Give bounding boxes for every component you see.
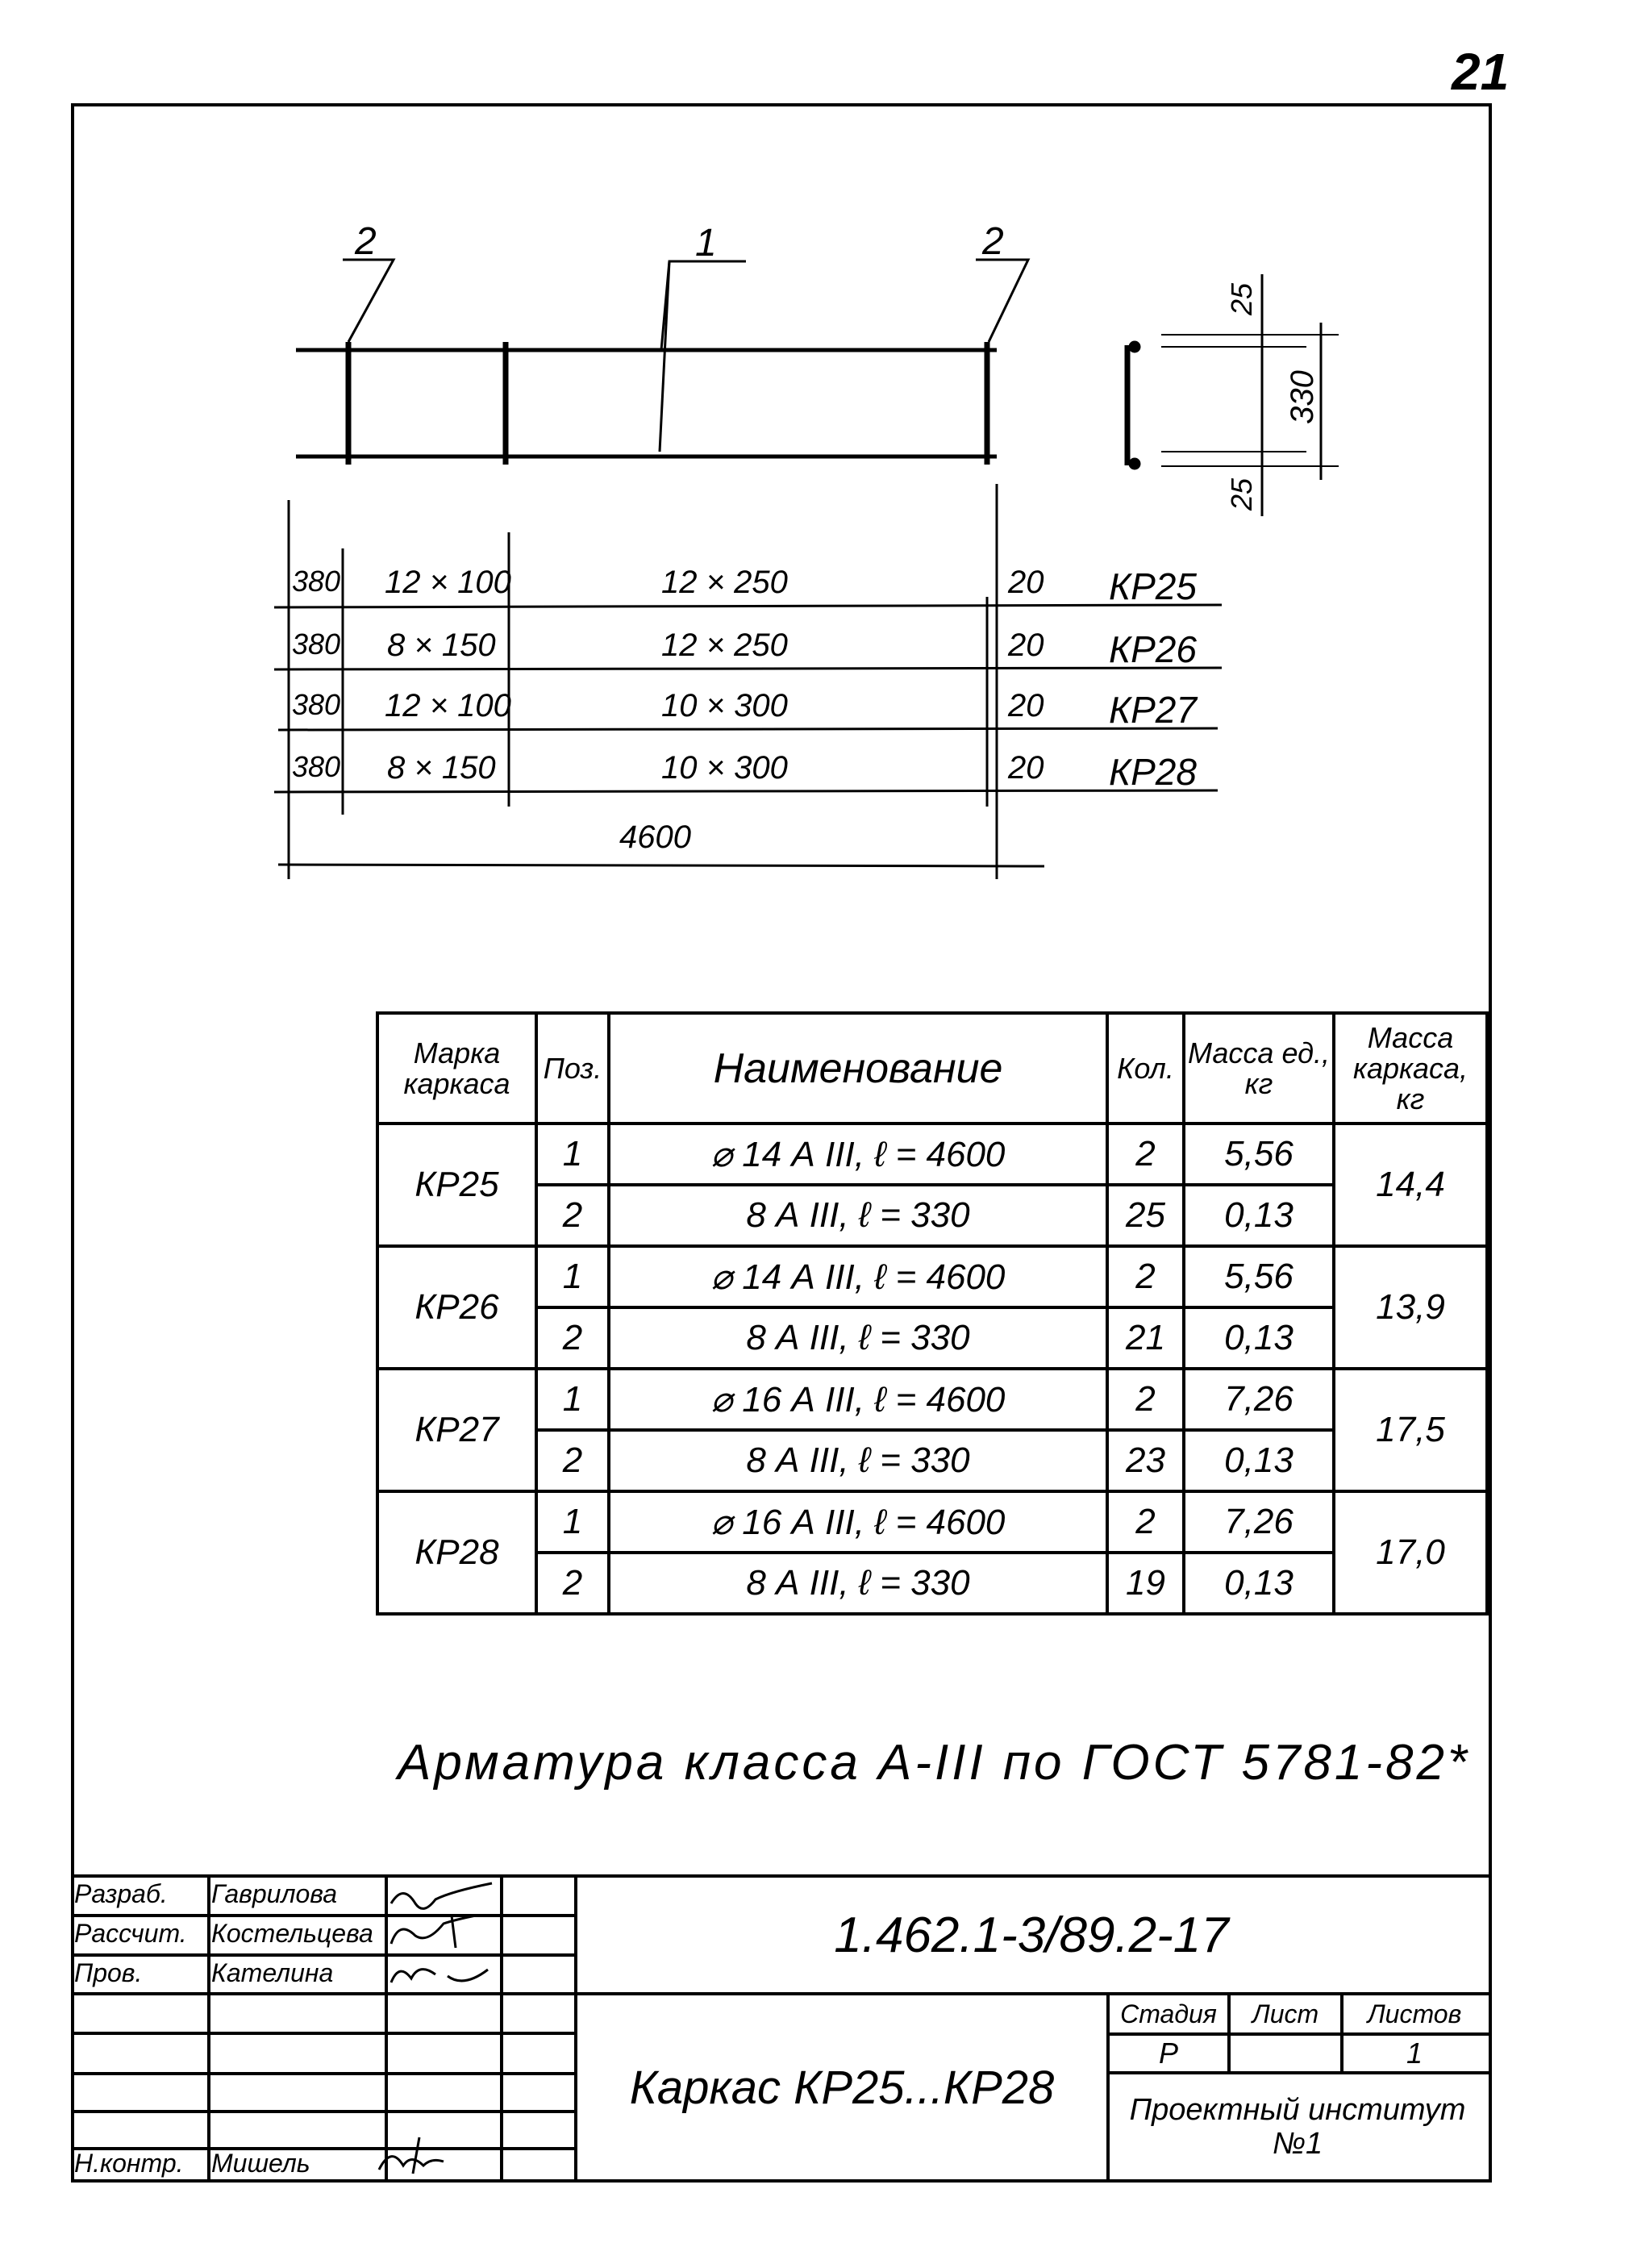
total-mass-cell: 17,5 [1334, 1369, 1487, 1491]
dim-end-right: 20 [1008, 565, 1044, 600]
unit-mass-cell: 0,13 [1184, 1185, 1334, 1246]
cage-mark-cell: КР28 [377, 1491, 536, 1614]
name-cell: ⌀ 16 А III, ℓ = 4600 [609, 1369, 1107, 1430]
page-number: 21 [1452, 43, 1510, 101]
unit-mass-cell: 0,13 [1184, 1430, 1334, 1491]
name-cell: ⌀ 14 А III, ℓ = 4600 [609, 1246, 1107, 1307]
unit-mass-cell: 7,26 [1184, 1491, 1334, 1553]
position-cell: 2 [536, 1553, 609, 1614]
dim-end-right: 20 [1008, 750, 1044, 786]
unit-mass-cell: 0,13 [1184, 1307, 1334, 1369]
staff-name: Гаврилова [211, 1879, 338, 1908]
dim-segment-2: 10 × 300 [661, 688, 788, 723]
dim-segment-1: 8 × 150 [387, 627, 496, 663]
cage-mark-label: КР25 [1109, 565, 1197, 607]
unit-mass-cell: 5,56 [1184, 1124, 1334, 1185]
dim-end-right: 20 [1008, 627, 1044, 663]
quantity-cell: 19 [1107, 1553, 1184, 1614]
drawing-title: Каркас КР25...КР28 [629, 2061, 1055, 2114]
name-cell: ⌀ 16 А III, ℓ = 4600 [609, 1491, 1107, 1553]
unit-mass-cell: 5,56 [1184, 1246, 1334, 1307]
staff-role: Н.контр. [74, 2148, 184, 2178]
quantity-cell: 21 [1107, 1307, 1184, 1369]
header-name: Наименование [609, 1013, 1107, 1124]
dim-segment-2: 12 × 250 [661, 627, 788, 663]
cage-mark-label: КР27 [1109, 689, 1197, 731]
name-cell: 8 А III, ℓ = 330 [609, 1430, 1107, 1491]
quantity-cell: 2 [1107, 1124, 1184, 1185]
position-cell: 2 [536, 1307, 609, 1369]
organization-name: Проектный институт №1 [1129, 2093, 1466, 2161]
dim-segment-1: 8 × 150 [387, 750, 496, 786]
callout-2-right: 2 [982, 220, 1004, 263]
quantity-cell: 2 [1107, 1246, 1184, 1307]
dim-end-left: 380 [292, 750, 341, 783]
staff-role: Рассчит. [74, 1919, 187, 1948]
total-mass-cell: 17,0 [1334, 1491, 1487, 1614]
sheet-label: Лист [1252, 1999, 1319, 2028]
staff-role: Пров. [74, 1957, 143, 1987]
reinforcement-note: Арматура класса А-III по ГОСТ 5781-82* [398, 1735, 1471, 1791]
position-cell: 2 [536, 1185, 609, 1246]
header-pos: Поз. [536, 1013, 609, 1124]
name-cell: ⌀ 14 А III, ℓ = 4600 [609, 1124, 1107, 1185]
position-cell: 1 [536, 1369, 609, 1430]
dim-segment-2: 10 × 300 [661, 750, 788, 786]
dim-end-left: 380 [292, 565, 341, 598]
cage-mark-label: КР26 [1109, 628, 1197, 670]
position-cell: 1 [536, 1491, 609, 1553]
header-mark: Марка каркаса [377, 1013, 536, 1124]
name-cell: 8 А III, ℓ = 330 [609, 1185, 1107, 1246]
name-cell: 8 А III, ℓ = 330 [609, 1307, 1107, 1369]
name-cell: 8 А III, ℓ = 330 [609, 1553, 1107, 1614]
dim-end-left: 380 [292, 688, 341, 721]
position-cell: 1 [536, 1124, 609, 1185]
position-cell: 1 [536, 1246, 609, 1307]
sheets-value: 1 [1406, 2037, 1423, 2070]
dim-end-left: 380 [292, 627, 341, 661]
dim-segment-1: 12 × 100 [385, 688, 511, 723]
callout-2-left: 2 [355, 220, 377, 263]
stage-value: Р [1158, 2037, 1178, 2070]
quantity-cell: 2 [1107, 1491, 1184, 1553]
section-dim-bottom: 25 [1225, 477, 1259, 511]
header-unit-mass: Масса ед., кг [1184, 1013, 1334, 1124]
cage-mark-label: КР28 [1109, 751, 1197, 793]
dim-segment-2: 12 × 250 [661, 565, 788, 600]
section-dim-top: 25 [1225, 282, 1259, 316]
unit-mass-cell: 7,26 [1184, 1369, 1334, 1430]
total-mass-cell: 13,9 [1334, 1246, 1487, 1369]
cage-mark-cell: КР25 [377, 1124, 536, 1246]
total-mass-cell: 14,4 [1334, 1124, 1487, 1246]
quantity-cell: 25 [1107, 1185, 1184, 1246]
header-total-mass: Масса каркаса, кг [1334, 1013, 1487, 1124]
quantity-cell: 2 [1107, 1369, 1184, 1430]
sheets-label: Листов [1367, 1999, 1462, 2028]
total-length-dim: 4600 [619, 819, 691, 855]
staff-name: Кателина [211, 1957, 334, 1987]
dim-end-right: 20 [1008, 688, 1044, 723]
callout-1: 1 [695, 222, 717, 265]
unit-mass-cell: 0,13 [1184, 1553, 1334, 1614]
dim-segment-1: 12 × 100 [385, 565, 511, 600]
header-qty: Кол. [1107, 1013, 1184, 1124]
staff-name: Костельцева [211, 1919, 373, 1948]
staff-name: Мишель [211, 2148, 310, 2178]
cage-mark-cell: КР26 [377, 1246, 536, 1369]
stage-label: Стадия [1120, 1999, 1217, 2028]
quantity-cell: 23 [1107, 1430, 1184, 1491]
document-code: 1.462.1-3/89.2-17 [834, 1907, 1229, 1963]
section-dim-height: 330 [1284, 370, 1320, 424]
staff-role: Разраб. [74, 1879, 168, 1908]
cage-mark-cell: КР27 [377, 1369, 536, 1491]
position-cell: 2 [536, 1430, 609, 1491]
